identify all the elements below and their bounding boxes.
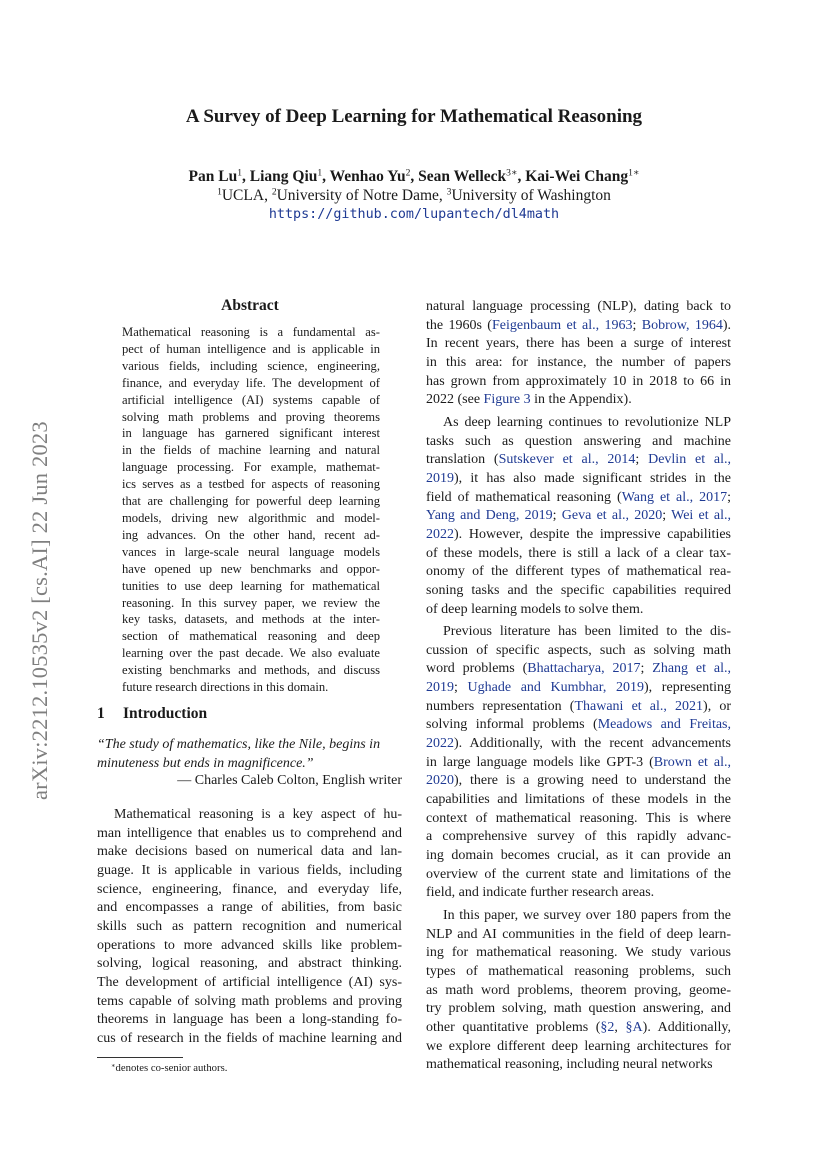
text-segment: of these models, there is still a lack of a clear tax- — [426, 545, 731, 561]
citation-link[interactable]: Yang and Deng, 2019 — [426, 508, 553, 524]
abstract-line: section of mathematical reasoning and deep — [122, 629, 380, 644]
text-segment: field, and indicate further research areas. — [426, 885, 655, 901]
text-segment: ; — [552, 508, 562, 524]
text-segment: ing for mathematical reasoning. We study various — [426, 945, 731, 961]
text-segment: in large language models like GPT-3 ( — [426, 754, 654, 770]
text-segment: NLP and AI communities in the field of deep learn- — [426, 926, 731, 942]
text-segment: ), representing — [644, 680, 732, 696]
abstract-line: pect of human intelligence and is applicable in — [122, 341, 380, 356]
abstract-body — [122, 324, 380, 696]
footnote-divider — [97, 1057, 183, 1058]
body-text-line — [426, 1019, 731, 1038]
text-segment: As deep learning continues to revolutionize NLP — [443, 414, 731, 430]
text-segment: in this area: for instance, the number of papers — [426, 354, 731, 370]
text-segment: of deep learning models to solve them. — [426, 601, 644, 617]
body-text-line: cus of research in the fields of machine learning and — [97, 1030, 402, 1046]
text-segment: a comprehensive survey of this rapidly advanc- — [426, 829, 731, 845]
body-text-line — [426, 526, 731, 545]
arxiv-identifier: arXiv:2212.10535v2 [cs.AI] 22 Jun 2023 — [27, 421, 52, 801]
text-segment: try problem solving, math question answering, and — [426, 1001, 731, 1017]
citation-link[interactable]: §A — [625, 1019, 643, 1035]
author-affiliation-mark: 1 — [237, 167, 242, 179]
citation-link[interactable]: Wang et al., 2017 — [621, 489, 728, 505]
text-segment: ), or — [703, 698, 732, 714]
citation-link[interactable]: Bobrow, 1964 — [641, 317, 723, 333]
body-text-line: make decisions based on numerical data and lan- — [97, 844, 402, 860]
text-segment: as math word problems, theorem proving, geome- — [426, 982, 731, 998]
body-text-line — [426, 335, 731, 354]
text-segment: word problems ( — [426, 661, 528, 677]
author-name: Liang Qiu — [249, 168, 318, 185]
abstract-line: ics serves as a testbed for aspects of reasoning — [122, 477, 380, 492]
body-text-line — [426, 754, 731, 773]
abstract-line: existing benchmarks and methods, and discuss — [122, 663, 380, 678]
abstract-line: artificial intelligence (AI) systems capable of — [122, 392, 380, 407]
text-segment: has grown from approximately 10 in 2018 to 66 in — [426, 373, 731, 389]
text-segment: types of mathematical reasoning problems, such — [426, 963, 731, 979]
body-text-line — [426, 828, 731, 847]
body-text-line — [426, 433, 731, 452]
author-affiliation-mark: 2 — [405, 167, 411, 179]
affiliation-mark: 1 — [217, 186, 222, 198]
body-text-line — [426, 944, 731, 963]
abstract-line: reasoning. In this survey paper, we review the — [122, 595, 380, 610]
abstract-line: Mathematical reasoning is a fundamental as- — [122, 325, 380, 339]
body-text-line — [426, 451, 731, 470]
section-title-text: Introduction — [123, 705, 208, 722]
text-segment: ; — [640, 661, 653, 677]
citation-link[interactable]: Brown et al., — [653, 754, 731, 770]
abstract-line: in the fields of machine learning and natural — [122, 443, 380, 458]
text-segment: solving informal problems ( — [426, 717, 598, 733]
footnote-marker: ∗ — [111, 1062, 116, 1070]
abstract-line: tunities to use deep learning for mathematical — [122, 578, 380, 593]
text-segment: ), there is a growing need to understand the — [454, 773, 731, 789]
text-segment: ; — [662, 508, 672, 524]
abstract-line: solving math problems and proving theorems — [122, 409, 380, 424]
body-text-line — [426, 354, 731, 373]
body-text-line — [426, 489, 731, 508]
body-text-line — [426, 679, 731, 698]
citation-link[interactable]: Sutskever et al., 2014 — [498, 452, 636, 468]
body-text-line — [426, 1056, 731, 1075]
text-segment: ). Additionally, with the recent advancements — [454, 736, 731, 752]
body-text-line — [426, 963, 731, 982]
citation-link[interactable]: 2022 — [426, 736, 454, 752]
text-segment: 2022 (see — [426, 392, 484, 408]
citation-link[interactable]: §2 — [600, 1019, 615, 1035]
body-text-line — [426, 623, 731, 642]
author-affiliation-mark: 1 — [317, 167, 323, 179]
text-segment: context of mathematical reasoning. This is where — [426, 810, 731, 826]
body-text-line: operations to more advanced skills like problem- — [97, 937, 402, 953]
body-text-line — [426, 772, 731, 791]
affiliation-mark: 2 — [271, 186, 277, 198]
text-segment: numbers representation ( — [426, 698, 575, 714]
text-segment: ; — [454, 680, 468, 696]
body-text-line — [426, 373, 731, 392]
affiliations: $^1$UCLA, $^2$University of Notre Dame, $^3$University of Washington — [217, 186, 611, 204]
intro-left-column — [97, 806, 402, 1049]
body-text-line: science, engineering, finance, and everyday life, — [97, 881, 402, 897]
body-text-line — [426, 884, 731, 903]
author-name: Sean Welleck — [418, 168, 507, 185]
text-segment: translation ( — [426, 452, 499, 468]
citation-link[interactable]: Figure 3 — [483, 392, 531, 408]
affiliation-name: University of Washington — [451, 187, 611, 204]
body-text-line: The development of artificial intelligence (AI) sys- — [97, 974, 402, 990]
text-segment: capabilities and limitations of these models in the — [426, 792, 731, 808]
abstract-line: various fields, including science, engineering, — [122, 358, 380, 373]
body-text-line — [426, 563, 731, 582]
body-text-line — [426, 698, 731, 717]
body-text-line — [426, 298, 731, 317]
abstract-line: models, driving new algorithmic and model- — [122, 510, 380, 525]
text-segment: Previous literature has been limited to the dis- — [443, 624, 731, 640]
text-segment: ). — [722, 317, 732, 333]
body-text-line — [426, 642, 731, 661]
section-number: 1 — [97, 705, 105, 722]
text-segment: tasks such as question answering and machine — [426, 433, 731, 449]
abstract-heading: Abstract — [221, 297, 279, 314]
body-text-line — [426, 907, 731, 926]
text-segment: onomy of the different types of mathematical rea- — [426, 564, 731, 580]
citation-link[interactable]: Meadows and Freitas, — [597, 717, 731, 733]
body-text-line — [426, 545, 731, 564]
text-segment: natural language processing (NLP), dating back to — [426, 299, 731, 314]
citation-link[interactable]: Geva et al., 2020 — [561, 508, 663, 524]
author-affiliation-mark: 1∗ — [628, 167, 640, 179]
body-text-line — [426, 582, 731, 601]
citation-link[interactable]: Devlin et al., — [648, 452, 732, 468]
author-name: Kai-Wei Chang — [525, 168, 629, 185]
text-segment: overview of the current state and limitations of the — [426, 866, 731, 882]
text-segment: soning tasks and the specific capabilities required — [426, 582, 731, 598]
repository-link[interactable]: https://github.com/lupantech/dl4math — [268, 207, 560, 222]
text-segment: other quantitative problems ( — [426, 1019, 601, 1035]
citation-link[interactable]: 2019 — [426, 680, 454, 696]
body-text-line — [426, 866, 731, 885]
citation-link[interactable]: 2020 — [426, 773, 454, 789]
citation-link[interactable]: 2022 — [426, 526, 454, 542]
footnote-text: denotes co-senior authors. — [115, 1062, 228, 1074]
quote-line: minuteness but ends in magnificence.” — [97, 755, 314, 771]
body-text-line — [426, 810, 731, 829]
body-text-line: tems capable of solving math problems and proving — [97, 993, 402, 1009]
body-text-line: and encompasses a range of abilities, from basic — [97, 900, 402, 916]
text-segment: ), it has also made significant strides in the — [454, 470, 731, 486]
body-text-line — [426, 982, 731, 1001]
text-segment: ). However, despite the impressive capabilities — [454, 526, 731, 542]
epigraph-quote — [97, 736, 402, 773]
abstract-line: that are challenging for powerful deep learning — [122, 494, 380, 509]
text-segment: we explore different deep learning architectures for — [426, 1038, 731, 1054]
text-segment: mathematical reasoning, including neural networks — [426, 1057, 713, 1073]
body-text-line — [426, 391, 731, 410]
citation-link[interactable]: Feigenbaum et al., 1963 — [491, 317, 633, 333]
body-text-line: Mathematical reasoning is a key aspect of hu- — [114, 807, 402, 822]
abstract-line: key tasks, datasets, and methods at the inter- — [122, 612, 380, 627]
text-segment: cussion of specific aspects, such as solving math — [426, 642, 731, 658]
intro-right-column — [426, 298, 731, 1075]
body-text-line: skills such as pattern recognition and numerical — [97, 918, 402, 934]
text-segment: ; — [727, 489, 731, 505]
citation-link[interactable]: Wei et al., — [671, 508, 731, 524]
citation-link[interactable]: Thawani et al., 2021 — [574, 698, 704, 714]
citation-link[interactable]: Ughade and Kumbhar, 2019 — [467, 680, 645, 696]
body-text-line: man intelligence that enables us to comprehend and — [97, 825, 402, 841]
body-text-line — [426, 507, 731, 526]
text-segment: field of mathematical reasoning ( — [426, 489, 622, 505]
text-segment: the 1960s ( — [426, 317, 492, 333]
text-segment: ). Additionally, — [642, 1019, 732, 1035]
body-text-line — [426, 660, 731, 679]
abstract-line: ing advances. On the other hand, recent ad- — [122, 527, 380, 542]
text-segment: , — [614, 1019, 626, 1035]
author-name: Pan Lu — [188, 168, 238, 185]
abstract-line: finance, and everyday life. The development of — [122, 375, 380, 390]
paper-title: A Survey of Deep Learning for Mathematical Reasoning — [185, 106, 643, 127]
author-list: Pan Lu$^1$, Liang Qiu$^1$, Wenhao Yu$^2$, Sean Welleck$^{3∗}$, Kai-Wei Chang$^{1∗}$ — [188, 167, 640, 185]
citation-link[interactable]: Bhattacharya, 2017 — [527, 661, 641, 677]
abstract-line: language processing. For example, mathemat- — [122, 460, 380, 475]
body-text-line: theorems in language has been a long-standing fo- — [97, 1012, 402, 1028]
quote-line: “The study of mathematics, like the Nile, begins in — [97, 737, 381, 752]
footnote — [111, 1062, 227, 1074]
affiliation-name: UCLA — [221, 187, 265, 204]
body-text-line — [426, 716, 731, 735]
author-affiliation-mark: 3∗ — [506, 167, 518, 179]
text-segment: ; — [635, 452, 649, 468]
body-text-line — [426, 847, 731, 866]
body-text-line: solving, logical reasoning, and abstract thinking. — [97, 956, 402, 972]
abstract-line: vances in large-scale neural language models — [122, 544, 380, 559]
body-text-line — [426, 317, 731, 336]
body-text-line — [426, 414, 731, 433]
text-segment: In recent years, there has been a surge of interest — [426, 336, 731, 352]
body-text-line — [426, 735, 731, 754]
body-text-line — [426, 470, 731, 489]
body-text-line — [426, 791, 731, 810]
body-text-line — [426, 1000, 731, 1019]
abstract-line: future research directions in this domain. — [122, 680, 329, 695]
text-segment: in the Appendix). — [530, 392, 632, 408]
affiliation-mark: 3 — [446, 186, 452, 198]
abstract-line: have opened up new benchmarks and oppor- — [122, 561, 380, 576]
abstract-line: in language has garnered significant interest — [122, 426, 380, 441]
text-segment: ; — [632, 317, 642, 333]
body-text-line: guage. It is applicable in various fields, including — [97, 862, 402, 878]
text-segment: ing domain becomes crucial, as it can provide an — [426, 848, 731, 864]
citation-link[interactable]: Zhang et al., — [652, 661, 731, 677]
body-text-line — [426, 1038, 731, 1057]
body-text-line — [426, 926, 731, 945]
epigraph-attribution: — Charles Caleb Colton, English writer — [177, 773, 402, 788]
abstract-line: learning over the past decade. We also evaluate — [122, 646, 380, 661]
body-text-line — [426, 601, 731, 620]
text-segment: In this paper, we survey over 180 papers from the — [443, 908, 731, 923]
section-heading-introduction — [97, 705, 207, 723]
citation-link[interactable]: 2019 — [426, 470, 454, 486]
author-name: Wenhao Yu — [329, 168, 406, 185]
affiliation-name: University of Notre Dame — [276, 187, 439, 204]
